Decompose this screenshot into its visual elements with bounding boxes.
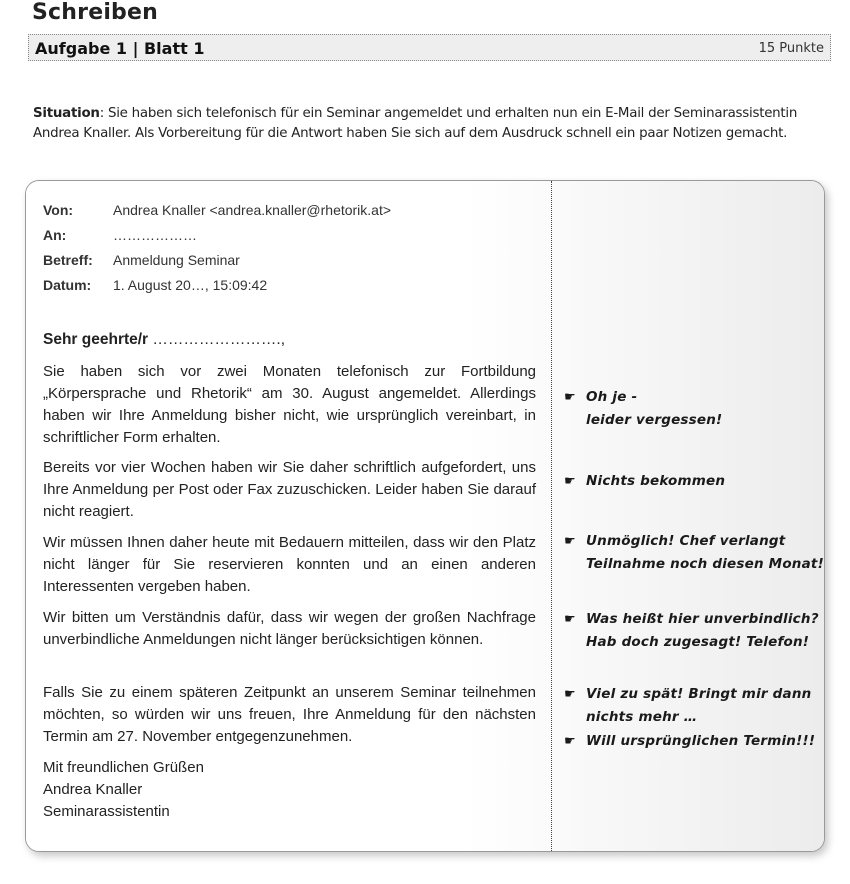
email-from-row <box>43 202 391 218</box>
note-line: Hab doch zugesagt! Telefon! <box>586 634 810 650</box>
salutation <box>43 331 285 349</box>
pointing-hand-icon: ☛ <box>564 612 576 627</box>
salutation-bold: Sehr geehrte/r <box>43 331 149 348</box>
note-line: leider vergessen! <box>586 412 723 428</box>
margin-note <box>564 530 824 575</box>
date-label: Datum: <box>43 277 92 293</box>
situation-text <box>33 104 838 144</box>
pointing-hand-icon: ☛ <box>564 734 576 749</box>
margin-note <box>564 730 815 753</box>
email-paragraph: Sie haben sich vor zwei Monaten telefonisch zur Fortbildung „Körpersprache und Rhetorik“ am 30. August angemeldet. Allerdings haben wir Ihre Anmeldung bisher nicht, wie ursprünglich vereinbart, in schriftlicher Form erhalten. <box>43 363 536 446</box>
margin-note <box>564 386 722 431</box>
page-title: Schreiben <box>32 0 158 25</box>
from-label: Von: <box>43 202 74 218</box>
pointing-hand-icon: ☛ <box>564 474 576 489</box>
task-bar <box>28 34 831 61</box>
closing-role: Seminarassistentin <box>43 803 170 820</box>
to-value: ……………… <box>113 227 197 243</box>
task-points: 15 Punkte <box>758 41 824 56</box>
subject-value: Anmeldung Seminar <box>113 252 240 268</box>
email-printout <box>25 180 825 852</box>
note-line: Teilnahme noch diesen Monat! <box>586 556 824 572</box>
to-label: An: <box>43 227 67 243</box>
note-line: Nichts bekommen <box>586 473 726 489</box>
note-line: Unmöglich! Chef verlangt <box>586 533 786 549</box>
situation-body: : Sie haben sich telefonisch für ein Seminar angemeldet und erhalten nun ein E-Mail der Seminarassistentin Andrea Knaller. Als Vorbereitung für die Antwort haben Sie sich auf dem Ausdruck schnell ein paar Notizen gemacht. <box>33 106 798 141</box>
email-paragraph: Wir müssen Ihnen daher heute mit Bedauern mitteilen, dass wir den Platz nicht länger für Sie reservieren konnten und an einen anderen Interessenten vergeben haben. <box>43 534 536 595</box>
situation-label: Situation <box>33 106 100 121</box>
email-closing <box>43 757 204 823</box>
salutation-rest: ……………………., <box>148 331 286 348</box>
pointing-hand-icon: ☛ <box>564 390 576 405</box>
note-line: Oh je - <box>586 389 638 405</box>
subject-label: Betreff: <box>43 252 93 268</box>
email-paragraph: Falls Sie zu einem späteren Zeitpunkt an unserem Seminar teilnehmen möchten, so würden wir uns freuen, Ihre Anmeldung für den nächsten Termin am 27. November entgegenzunehmen. <box>43 684 536 745</box>
closing-greeting: Mit freundlichen Grüßen <box>43 759 204 776</box>
closing-name: Andrea Knaller <box>43 781 143 798</box>
email-paragraph: Bereits vor vier Wochen haben wir Sie daher schriftlich aufgefordert, uns Ihre Anmeldung per Post oder Fax zuzuschicken. Leider haben Sie darauf nicht reagiert. <box>43 459 536 520</box>
email-date-row <box>43 277 267 293</box>
pointing-hand-icon: ☛ <box>564 534 576 549</box>
note-line: Will ursprünglichen Termin!!! <box>586 733 816 749</box>
email-paragraph: Wir bitten um Verständnis dafür, dass wir wegen der großen Nachfrage unverbindliche Anmeldungen nicht länger berücksichtigen können. <box>43 609 536 648</box>
notes-divider <box>551 181 552 851</box>
margin-note <box>564 608 819 653</box>
note-line: Was heißt hier unverbindlich? <box>586 611 819 627</box>
date-value: 1. August 20…, 15:09:42 <box>113 277 268 293</box>
margin-note <box>564 470 725 493</box>
email-subject-row <box>43 252 240 268</box>
note-line: nichts mehr … <box>586 709 698 725</box>
from-value: Andrea Knaller <andrea.knaller@rhetorik.at> <box>113 202 392 218</box>
note-line: Viel zu spät! Bringt mir dann <box>586 686 812 702</box>
pointing-hand-icon: ☛ <box>564 687 576 702</box>
task-label: Aufgabe 1 | Blatt 1 <box>35 39 205 58</box>
email-to-row <box>43 227 197 243</box>
margin-note <box>564 683 811 728</box>
